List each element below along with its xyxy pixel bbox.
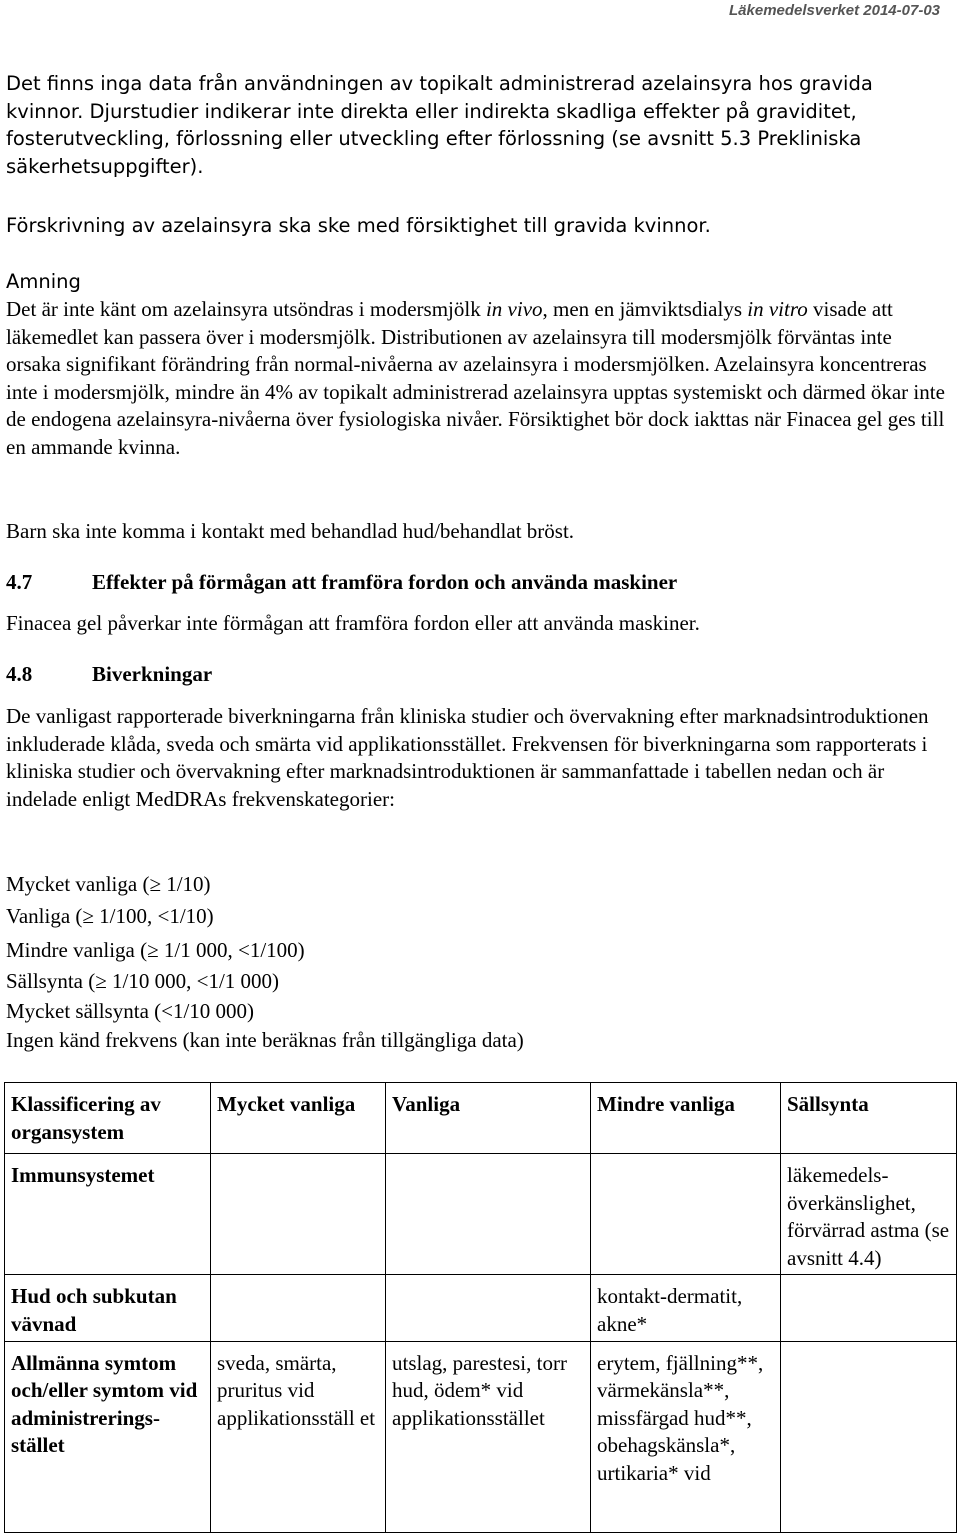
header-cell-uncommon: Mindre vanliga bbox=[591, 1083, 781, 1154]
table-cell: Immunsystemet bbox=[5, 1154, 211, 1275]
table-cell: läkemedels-överkänslighet, förvärrad astma (se avsnitt 4.4) bbox=[781, 1154, 957, 1275]
frequency-item: Vanliga (≥ 1/100, <1/10) bbox=[6, 904, 214, 928]
section-4-7-paragraph: Finacea gel påverkar inte förmågan att framföra fordon eller att använda maskiner. bbox=[6, 611, 700, 635]
amning-in-vivo: in vivo bbox=[485, 297, 543, 321]
table-cell bbox=[591, 1154, 781, 1275]
table-cell: Hud och subkutan vävnad bbox=[5, 1275, 211, 1341]
section-4-8-paragraph: De vanligast rapporterade biverkningarna från kliniska studier och övervakning efter marknadsintroduktionen inkluderade klåda, sveda och smärta vid applikationsstället. Frekvensen för biverkningarna som rapporterats i kliniska studier och övervakning efter marknadsintroduktionen är sammanfattade i tabellen nedan och är indelade enligt MedDRAs frekvenskategorier: bbox=[6, 704, 929, 811]
table-cell: kontakt-dermatit, akne* bbox=[591, 1275, 781, 1341]
frequency-item: Ingen känd frekvens (kan inte beräknas från tillgängliga data) bbox=[6, 1028, 524, 1052]
frequency-item: Mycket vanliga (≥ 1/10) bbox=[6, 872, 211, 896]
table-cell bbox=[781, 1275, 957, 1341]
page-header: Läkemedelsverket 2014-07-03 bbox=[729, 2, 940, 19]
table-cell: sveda, smärta, pruritus vid applikationsställ et bbox=[211, 1341, 386, 1532]
table-cell bbox=[781, 1341, 957, 1532]
table-cell bbox=[386, 1154, 591, 1275]
section-4-8-number: 4.8 bbox=[6, 662, 33, 686]
table-cell: Allmänna symtom och/eller symtom vid administrerings-stället bbox=[5, 1341, 211, 1532]
frequency-item: Mycket sällsynta (<1/10 000) bbox=[6, 999, 255, 1023]
amning-paragraph bbox=[6, 296, 946, 462]
frequency-item: Mindre vanliga (≥ 1/1 000, <1/100) bbox=[6, 938, 305, 962]
amning-text-1: Det är inte känt om azelainsyra utsöndras i modersmjölk bbox=[6, 297, 486, 321]
table-cell bbox=[211, 1154, 386, 1275]
amning-text-3: visade att läkemedlet kan passera över i modersmjölk. Distributionen av azelainsyra till modersmjölk förväntas inte orsaka signifikant förändring från normal-nivåerna av azelainsyra i modersmjölken. Azelainsyra koncentreras inte i modersmjölk, mindre än 4% av topikalt administrerad azelainsyra upptas systemiskt och därmed ökar inte de endogena azelainsyra-nivåerna över fysiologiska nivåer. Försiktighet bör dock iakttas när Finacea gel ges till en ammande kvinna. bbox=[6, 297, 945, 459]
children-paragraph: Barn ska inte komma i kontakt med behandlad hud/behandlat bröst. bbox=[6, 519, 575, 543]
frequency-item: Sällsynta (≥ 1/10 000, <1/1 000) bbox=[6, 969, 280, 993]
header-cell-rare: Sällsynta bbox=[781, 1083, 957, 1154]
table-cell: erytem, fjällning**, värmekänsla**, missfärgad hud**, obehagskänsla*, urtikaria* vid bbox=[591, 1341, 781, 1532]
amning-text-2: , men en jämviktsdialys bbox=[542, 297, 748, 321]
header-cell-organ-class: Klassificering av organsystem bbox=[5, 1083, 211, 1154]
caution-paragraph: Förskrivning av azelainsyra ska ske med försiktighet till gravida kvinnor. bbox=[6, 214, 711, 237]
section-4-7-number: 4.7 bbox=[6, 570, 33, 594]
table-row bbox=[5, 1275, 957, 1341]
table-cell: utslag, parestesi, torr hud, ödem* vid applikationsstället bbox=[386, 1341, 591, 1532]
section-4-8-title: Biverkningar bbox=[92, 662, 213, 686]
table-header-row bbox=[5, 1083, 957, 1154]
adverse-reactions-table bbox=[4, 1082, 957, 1533]
header-cell-very-common: Mycket vanliga bbox=[211, 1083, 386, 1154]
table-cell bbox=[386, 1275, 591, 1341]
amning-in-vitro: in vitro bbox=[747, 297, 808, 321]
table-cell bbox=[211, 1275, 386, 1341]
amning-title: Amning bbox=[6, 270, 81, 293]
header-cell-common: Vanliga bbox=[386, 1083, 591, 1154]
pregnancy-paragraph: Det finns inga data från användningen av topikalt administrerad azelainsyra hos gravida kvinnor. Djurstudier indikerar inte direkta eller indirekta skadliga effekter på graviditet, fosterutveckling, förlossning eller utveckling efter förlossning (se avsnitt 5.3 Prekliniska säkerhetsuppgifter). bbox=[6, 72, 873, 178]
table-row bbox=[5, 1341, 957, 1532]
section-4-7-title: Effekter på förmågan att framföra fordon och använda maskiner bbox=[92, 570, 678, 594]
table-row bbox=[5, 1154, 957, 1275]
